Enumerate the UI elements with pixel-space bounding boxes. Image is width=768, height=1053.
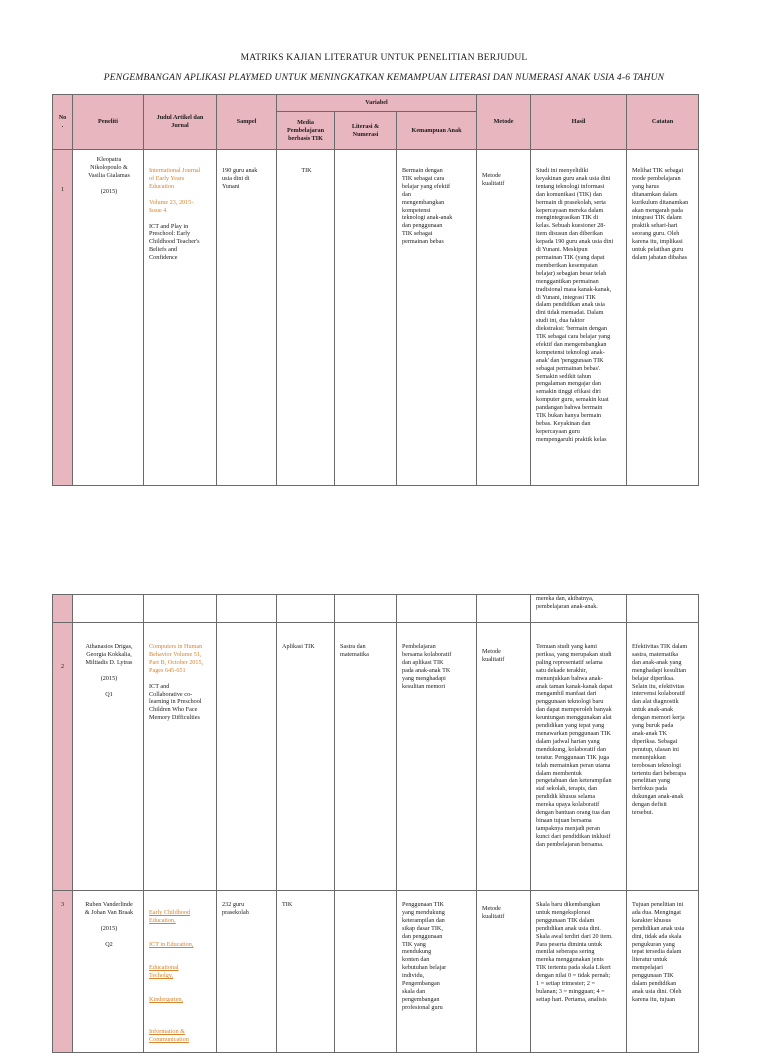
cell-media: TIK — [277, 150, 335, 486]
table-row — [53, 623, 699, 891]
literature-matrix-table-page-1 — [52, 94, 699, 486]
cell-kemampuan: Bermain dengan TIK sebagai cara belajar yang efektif dan mengembangkan kompetensi teknologi anak-anak dan penggunaan TIK sebagai permainan bebas — [397, 150, 477, 486]
article-title: ICT and Collaborative co- learning in Preschool Children Who Face Memory Difficulties — [149, 682, 202, 722]
cell-peneliti — [73, 150, 144, 486]
journal-volume: Volume 23, 2015- Issue 4 — [149, 198, 194, 214]
cell-catatan: Efektivitas TIK dalam sastra, matematika dan anak-anak yang menghadapi kesulitan belajar diperiksa. Selain itu, efektivitas intervensi kolaboratif dan alat diagnostik untuk anak-anak dengan memori kerja yang buruk pada anak-anak TK diperiksa. Sebagai penutup, ulasan ini menunjukkan terobosan teknologi tertentu dari beberapa penelitian yang berfokus pada dukungan anak-anak dengan defisit tersebut. — [627, 623, 699, 891]
journal-quartile: Q1 — [105, 690, 113, 698]
cell-peneliti — [73, 623, 144, 891]
header-catatan: Catatan — [627, 95, 699, 150]
researcher-names: Ruben Vanderlinde & Johan Van Braak — [84, 901, 134, 916]
publication-year: (2015) — [100, 187, 118, 195]
cell-judul — [144, 623, 217, 891]
researcher-names: Athanasios Drigas, Georgia Kokkalia, Miltiadis D. Lytras — [85, 643, 133, 666]
header-no: No . — [53, 95, 73, 150]
header-hasil: Hasil — [531, 95, 627, 150]
journal-name: International Journal of Early Years Education — [149, 167, 201, 190]
table-row — [53, 150, 699, 486]
cell-literasi — [335, 150, 397, 486]
cell-metode: Metode kualitatif — [477, 891, 531, 1053]
cell-judul — [144, 150, 217, 486]
journal-name: Computers in Human Behavior Volume 51, Part B, October 2015, Pages 645-651 — [149, 643, 204, 674]
link-information-communication[interactable]: Information & Communication — [149, 1027, 189, 1043]
article-title: ICT and Play in Preschool: Early Childhood Teacher's Beliefs and Confidence — [149, 222, 200, 262]
cell-kemampuan: Penggunaan TIK yang mendukung keterampilan dan sikap dasar TIK, dan penggunaan TIK yang mendukung konten dan kebutuhan belajar individu, Pengembangan skala dan pengembangan profesional guru — [397, 891, 477, 1053]
header-kemampuan: Kemampuan Anak — [397, 112, 477, 150]
row-number: 2 — [53, 623, 73, 891]
table-row-continuation — [53, 595, 699, 623]
cell-literasi — [335, 891, 397, 1053]
document-title: MATRIKS KAJIAN LITERATUR UNTUK PENELITIAN BERJUDUL — [240, 53, 528, 63]
cell-media: Aplikasi TIK — [277, 623, 335, 891]
cell-catatan: Melihat TIK sebagai mode pembelajaran yang harus ditanamkan dalam kurikulum ditanamkan akan mengarah pada integrasi TIK dalam praktik sehari-hari seorang guru. Oleh karena itu, implikasi untuk pelatihan guru dalam jabatan dibahas — [627, 150, 699, 486]
document-subtitle: PENGEMBANGAN APLIKASI PLAYMED UNTUK MENINGKATKAN KEMAMPUAN LITERASI DAN NUMERASI ANAK USIA 4-6 TAHUN — [103, 73, 665, 83]
cell-catatan: Tujuan penelitian ini ada dua. Mengingat karakter khusus pendidikan anak usia dini, tidak ada skala pengukuran yang tepat tersedia dalam literatur untuk mempelajari penggunaan TIK dalam pendidikan anak usia dini. Oleh karena itu, tujuan — [627, 891, 699, 1053]
researcher-names: Kleopatra Nikolopoulo & Vasilia Gialamas — [88, 156, 130, 179]
cell-hasil: Temuan studi yang kami periksa, yang merupakan studi paling representatif selama satu dekade terakhir, menunjukkan bahwa anak- anak taman kanak-kanak dapat mengambil manfaat dari penggunaan teknologi baru dan dapat memperoleh banyak keuntungan menggunakan alat pendidikan yang tepat yang menawarkan penggunaan TIK dalam jadwal harian yang mendukung, kolaboratif dan teratur. Penggunaan TIK juga telah memainkan peran utama dalam membentuk pengetahuan dan keterampilan staf sekolah, terapis, dan pendidik khusus selama mereka upaya kolaboratif dengan bantuan orang tua dan binaan tujuan bersama tampaknya menjadi peran kunci dari pendidikan inklusif dan pembelajaran bersama. — [531, 623, 627, 891]
cell-judul — [144, 891, 217, 1053]
cell-kemampuan: Pembelajaran bersama kolaboratif dan aplikasi TIK pada anak-anak TK yang menghadapi kesulitan memori — [397, 623, 477, 891]
cell-sampel: 190 guru anak usia dini di Yunani — [217, 150, 277, 486]
header-variabel: Variabel — [277, 95, 477, 112]
header-peneliti: Peneliti — [73, 95, 144, 150]
cell-sampel: 232 guru prasekolah — [217, 891, 277, 1053]
header-sampel: Sampel — [217, 95, 277, 150]
row-number: 1 — [53, 150, 73, 486]
link-ict-in-education[interactable]: ICT in Education, — [149, 940, 194, 948]
table-row — [53, 891, 699, 1053]
link-kindergarten[interactable]: Kindergarten, — [149, 996, 184, 1004]
cell-literasi: Sastra dan matematika — [335, 623, 397, 891]
header-judul: Judul Artikel dan Jurnal — [144, 95, 217, 150]
journal-quartile: Q2 — [105, 940, 113, 948]
header-media: Media Pembelajaran berbasis TIK — [277, 112, 335, 150]
cell-peneliti — [73, 891, 144, 1053]
header-literasi: Literasi & Numerasi — [335, 112, 397, 150]
cell-hasil-continuation: mereka dan, akibatnya, pembelajaran anak-anak. — [531, 595, 627, 623]
link-early-childhood-education[interactable]: Early Childhood Education, — [149, 908, 191, 924]
link-educational-technology[interactable]: Educational Techolgy, — [149, 964, 179, 980]
header-metode: Metode — [477, 95, 531, 150]
cell-metode: Metode kualitatif — [477, 150, 531, 486]
cell-media: TIK — [277, 891, 335, 1053]
cell-sampel — [217, 623, 277, 891]
cell-hasil: Skala baru dikembangkan untuk mengeksplorasi penggunaan TIK dalam pendidikan anak usia dini. Skala awal terdiri dari 20 item. Para peserta diminta untuk menilai seberapa sering mereka menggunakan jenis TIK tertentu pada skala Likert dengan nilai 0 = tidak pernah; 1 = setiap trimester; 2 = bulanan; 3 = mingguan; 4 = setiap hari. Pertama, analisis — [531, 891, 627, 1053]
publication-year: (2015) — [100, 924, 118, 932]
cell-metode: Metode kualitatif — [477, 623, 531, 891]
row-number: 3 — [53, 891, 73, 1053]
literature-matrix-table-page-2 — [52, 594, 699, 1053]
publication-year: (2015) — [100, 674, 118, 682]
cell-hasil: Studi ini menyelidiki keyakinan guru anak usia dini tentang teknologi informasi dan komunikasi (TIK) dan bermain di prasekolah, serta kepercayaan mereka dalam mengintegrasikan TIK di kelas. Sebuah kuesioner 28- item disusun dan diberikan kepada 190 guru anak usia dini di Yunani. Meskipun permainan TIK (yang dapat memberikan kesempatan belajar) sebagian besar telah menggantikan permainan tradisional masa kanak-kanak, di Yunani, integrasi TIK dalam pendidikan anak usia dini tidak memadai. Dalam studi ini, dua faktor diekstraksi: 'bermain dengan TIK sebagai cara belajar yang efektif dan mengembangkan kompetensi teknologi anak- anak' dan 'penggunaan TIK sebagai permainan bebas'. Semakin sedikit tahun pengalaman mengajar dan semakin tinggi efikasi diri komputer guru, semakin kuat pandangan bahwa bermain TIK bukan hanya bermain bebas. Keyakinan dan kepercayaan guru mempengaruhi praktik kelas — [531, 150, 627, 486]
